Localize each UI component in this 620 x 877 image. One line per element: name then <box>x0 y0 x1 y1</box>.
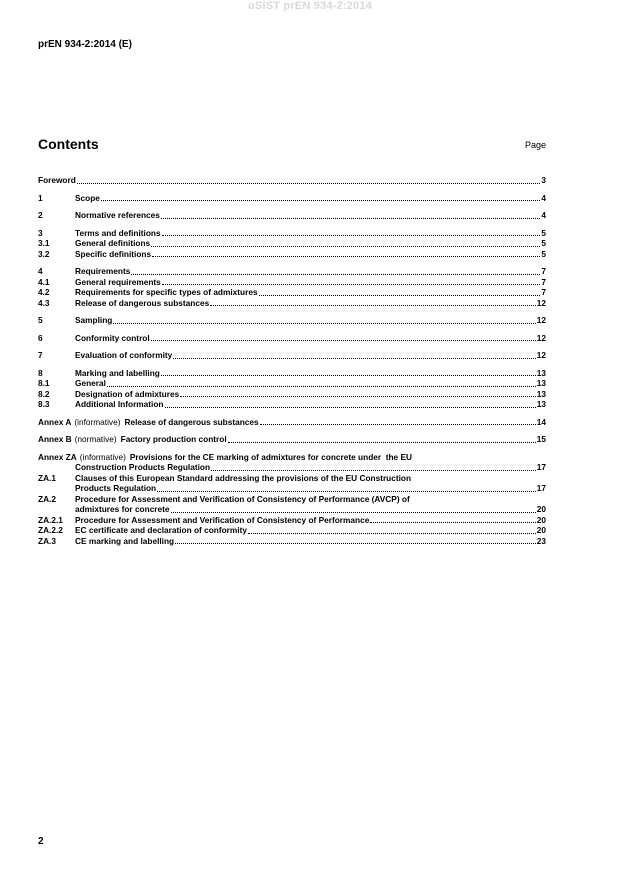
toc-title: Additional Information <box>75 399 164 409</box>
toc-page: 14 <box>536 416 546 427</box>
toc-page: 5 <box>541 238 546 248</box>
dot-leader <box>162 235 541 236</box>
toc-title: Terms and definitions <box>75 227 161 238</box>
annex-kind: (informative) <box>79 451 126 462</box>
dot-leader <box>151 246 540 247</box>
toc-number: 1 <box>38 192 43 203</box>
toc-title: Release of dangerous substances <box>75 297 210 308</box>
toc-number: ZA.2.1 <box>38 514 63 525</box>
toc-entry-3[interactable] <box>38 228 546 239</box>
dot-leader <box>211 470 536 471</box>
toc-title: Foreword <box>38 175 76 185</box>
toc-entry-annex-a[interactable] <box>38 417 546 428</box>
toc-number: ZA.2.2 <box>38 525 63 535</box>
contents-heading: Contents <box>38 136 99 152</box>
dot-leader <box>171 512 536 513</box>
toc-title: Evaluation of conformity <box>75 350 173 360</box>
page-column-label: Page <box>524 140 546 150</box>
toc-number: 3 <box>38 227 43 238</box>
toc-page: 13 <box>536 388 546 399</box>
toc-title-line2: admixtures for concrete <box>75 504 170 514</box>
toc-title: Requirements <box>75 266 131 276</box>
toc-page: 12 <box>536 350 546 360</box>
dot-leader <box>180 396 536 397</box>
toc-entry-5[interactable] <box>38 315 546 326</box>
toc-page: 12 <box>536 315 546 325</box>
toc-page: 17 <box>536 462 546 472</box>
toc-page: 4 <box>541 192 546 203</box>
toc-page: 23 <box>536 535 546 546</box>
toc-title: Marking and labelling <box>75 367 160 378</box>
toc-entry-3-2[interactable] <box>38 249 546 260</box>
toc-title: Factory production control <box>120 434 227 444</box>
toc-entry-za-2-2[interactable] <box>38 525 546 536</box>
toc-number: ZA.3 <box>38 535 56 546</box>
toc-page: 20 <box>536 525 546 535</box>
toc-entry-8-3[interactable] <box>38 399 546 410</box>
annex-kind: (normative) <box>74 434 117 444</box>
toc-page: 17 <box>536 483 546 493</box>
dot-leader <box>210 305 536 306</box>
dot-leader <box>131 274 540 275</box>
dot-leader <box>260 424 536 425</box>
toc-page: 5 <box>541 227 546 238</box>
toc-page: 7 <box>541 276 546 287</box>
dot-leader <box>175 543 536 544</box>
annex-label: Annex A <box>38 416 72 427</box>
toc-page: 5 <box>541 248 546 259</box>
toc-number: 8 <box>38 367 43 378</box>
toc-number: 8.2 <box>38 388 50 399</box>
toc-number: 4.3 <box>38 297 50 308</box>
toc-title-line2: Products Regulation <box>75 483 157 493</box>
toc-page: 13 <box>536 399 546 409</box>
toc-page: 13 <box>536 367 546 378</box>
toc-entry-4-2[interactable] <box>38 287 546 298</box>
dot-leader <box>162 284 541 285</box>
toc-title: Sampling <box>75 315 113 325</box>
dot-leader <box>101 200 540 201</box>
toc-page: 7 <box>541 266 546 276</box>
dot-leader <box>107 386 536 387</box>
toc-entry-4-1[interactable] <box>38 277 546 288</box>
toc-title: Scope <box>75 192 100 203</box>
toc-page: 12 <box>536 297 546 308</box>
toc-number: 3.1 <box>38 238 50 248</box>
toc-title: Normative references <box>75 210 160 220</box>
toc-page: 4 <box>541 210 546 220</box>
toc-number: 4.2 <box>38 287 50 297</box>
dot-leader <box>165 407 536 408</box>
dot-leader <box>161 375 536 376</box>
toc-number: 4.1 <box>38 276 50 287</box>
toc-entry-foreword[interactable] <box>38 175 546 186</box>
toc-title-line1: Clauses of this European Standard addressing the provisions of the EU Construction <box>75 472 412 483</box>
toc-page: 15 <box>536 434 546 444</box>
toc-number: ZA.1 <box>38 472 56 483</box>
toc-entry-6[interactable] <box>38 333 546 344</box>
dot-leader <box>152 256 540 257</box>
toc-page: 3 <box>541 175 546 185</box>
toc-entry-2[interactable] <box>38 210 546 221</box>
toc-number: ZA.2 <box>38 493 56 504</box>
toc-title: Designation of admixtures <box>75 388 180 399</box>
toc-entry-7[interactable] <box>38 350 546 361</box>
annex-label: Annex ZA <box>38 451 77 462</box>
toc-page: 13 <box>536 378 546 388</box>
toc-title-line1: Provisions for the CE marking of admixtures for concrete under the EU <box>129 451 412 462</box>
toc-title: Requirements for specific types of admixtures <box>75 287 258 297</box>
toc-number: 2 <box>38 210 43 220</box>
toc-entry-za-3[interactable] <box>38 536 546 547</box>
toc-title: Conformity control <box>75 332 150 343</box>
dot-leader <box>259 295 541 296</box>
toc-entry-za-2-1[interactable] <box>38 515 546 526</box>
toc-title: EC certificate and declaration of conformity <box>75 525 247 535</box>
document-id: prEN 934-2:2014 (E) <box>38 39 132 50</box>
toc-entry-annex-za[interactable] <box>38 452 546 473</box>
toc-entry-annex-b[interactable] <box>38 434 546 445</box>
toc-entry-4[interactable] <box>38 266 546 277</box>
toc-entry-8-2[interactable] <box>38 389 546 400</box>
toc-title-line2: Construction Products Regulation <box>75 462 211 472</box>
toc-entry-4-3[interactable] <box>38 298 546 309</box>
dot-leader <box>151 340 536 341</box>
toc-entry-za-2[interactable] <box>38 494 546 515</box>
toc-number: 3.2 <box>38 248 50 259</box>
watermark: oSIST prEN 934-2:2014 <box>247 0 373 12</box>
dot-leader <box>228 442 536 443</box>
toc-entry-3-1[interactable] <box>38 238 546 249</box>
annex-kind: (informative) <box>74 416 121 427</box>
toc-title: CE marking and labelling <box>75 535 175 546</box>
toc-number: 6 <box>38 332 43 343</box>
toc-page: 20 <box>536 504 546 514</box>
toc-title: General <box>75 378 106 388</box>
page-number: 2 <box>38 836 44 847</box>
table-of-contents <box>38 175 546 546</box>
toc-number: 7 <box>38 350 43 360</box>
dot-leader <box>173 358 536 359</box>
toc-number: 4 <box>38 266 43 276</box>
toc-entry-8-1[interactable] <box>38 378 546 389</box>
toc-number: 8.3 <box>38 399 50 409</box>
annex-label: Annex B <box>38 434 72 444</box>
toc-title: Release of dangerous substances <box>124 416 259 427</box>
toc-entry-8[interactable] <box>38 368 546 379</box>
dot-leader <box>157 491 536 492</box>
toc-page: 7 <box>541 287 546 297</box>
toc-title: General requirements <box>75 276 161 287</box>
toc-title: Specific definitions <box>75 248 152 259</box>
toc-page: 12 <box>536 332 546 343</box>
dot-leader <box>161 218 541 219</box>
dot-leader <box>77 183 541 184</box>
toc-number: 5 <box>38 315 43 325</box>
toc-entry-za-1[interactable] <box>38 473 546 494</box>
toc-title-line1: Procedure for Assessment and Verification of Consistency of Performance (AVCP) of <box>75 493 410 504</box>
dot-leader <box>113 323 535 324</box>
toc-title: Procedure for Assessment and Verification of Consistency of Performance <box>75 514 370 525</box>
toc-number: 8.1 <box>38 378 50 388</box>
toc-title: General definitions <box>75 238 151 248</box>
dot-leader <box>370 522 535 523</box>
toc-page: 20 <box>536 514 546 525</box>
dot-leader <box>248 533 536 534</box>
toc-entry-1[interactable] <box>38 193 546 204</box>
